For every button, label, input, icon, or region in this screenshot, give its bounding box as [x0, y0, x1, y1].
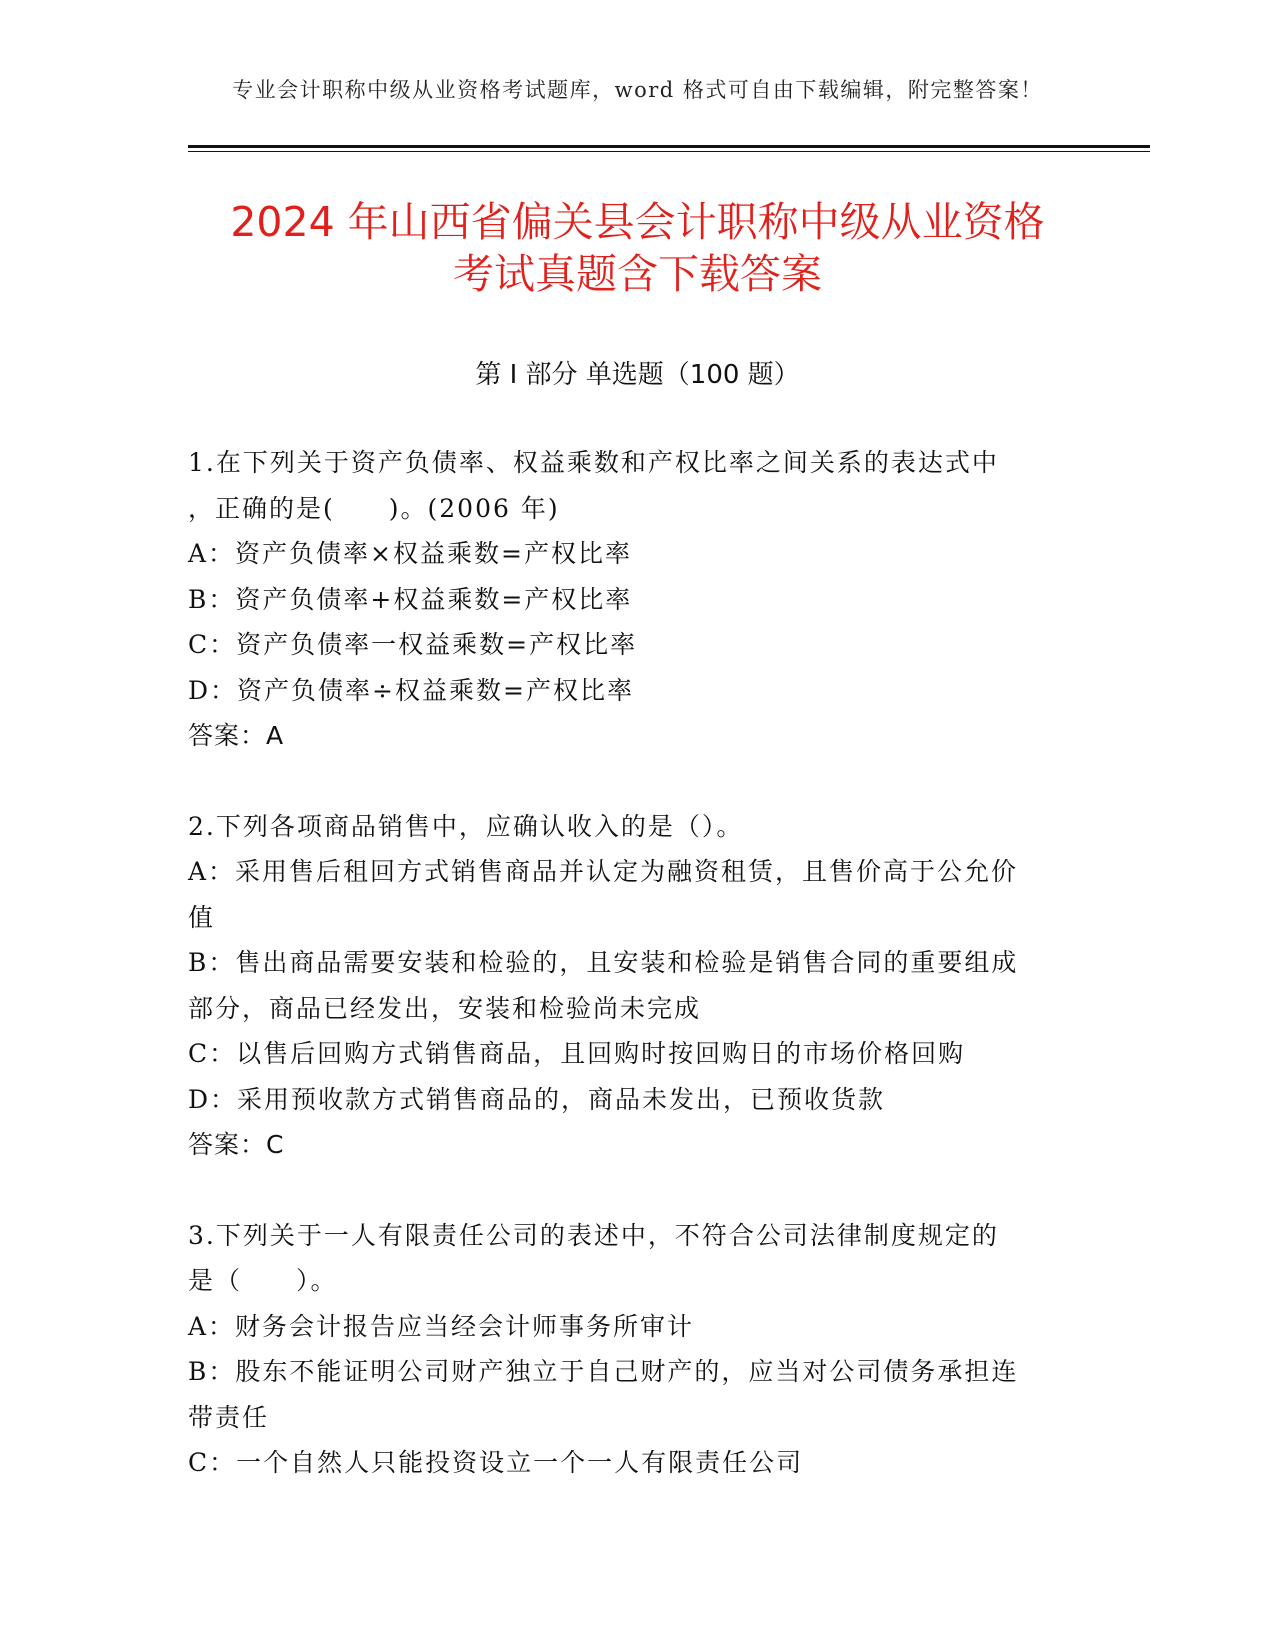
- question-text-line: B：资产负债率+权益乘数=产权比率: [188, 584, 633, 614]
- question-text-line: D：采用预收款方式销售商品的，商品未发出，已预收货款: [188, 1084, 886, 1114]
- header-note: 专业会计职称中级从业资格考试题库，word 格式可自由下载编辑，附完整答案！: [232, 78, 1043, 102]
- question-text-line: D：资产负债率÷权益乘数=产权比率: [188, 675, 634, 705]
- document-title-line-2: 考试真题含下载答案: [453, 250, 822, 298]
- question-text-line: C：以售后回购方式销售商品，且回购时按回购日的市场价格回购: [188, 1039, 966, 1068]
- section-heading: 第 I 部分 单选题（100 题）: [475, 360, 800, 390]
- question-text-line: 是（ ）。: [188, 1266, 338, 1295]
- question-text-line: B：售出商品需要安装和检验的，且安装和检验是销售合同的重要组成: [188, 948, 1019, 977]
- header-divider-thin: [188, 151, 1150, 152]
- question-text-line: 2.下列各项商品销售中，应确认收入的是（）。: [188, 811, 744, 841]
- question-1: [188, 440, 1068, 759]
- question-text-line: 1.在下列关于资产负债率、权益乘数和产权比率之间关系的表达式中: [188, 448, 999, 477]
- question-text-line: A：财务会计报告应当经会计师事务所审计: [188, 1311, 695, 1341]
- question-2: [188, 804, 1068, 1168]
- question-text-line: C：一个自然人只能投资设立一个一人有限责任公司: [188, 1448, 804, 1477]
- question-text-line: C：资产负债率一权益乘数=产权比率: [188, 630, 638, 659]
- question-text-line: A：采用售后租回方式销售商品并认定为融资租赁，且售价高于公允价: [188, 857, 1019, 886]
- question-text-line: ，正确的是( )。(2006 年): [188, 493, 560, 523]
- question-list: [188, 440, 1068, 1531]
- question-text-line: B：股东不能证明公司财产独立于自己财产的，应当对公司债务承担连: [188, 1357, 1019, 1386]
- question-answer: 答案：A: [188, 721, 285, 750]
- document-title-line-1: 2024 年山西省偏关县会计职称中级从业资格: [230, 198, 1045, 246]
- question-text-line: A：资产负债率×权益乘数=产权比率: [188, 539, 632, 568]
- question-text-line: 值: [188, 902, 216, 932]
- header-divider-thick: [188, 145, 1150, 148]
- question-text-line: 3.下列关于一人有限责任公司的表述中，不符合公司法律制度规定的: [188, 1220, 999, 1250]
- document-title: [160, 196, 1115, 300]
- question-answer: 答案：C: [188, 1130, 285, 1159]
- question-3: [188, 1213, 1068, 1486]
- question-text-line: 带责任: [188, 1402, 270, 1432]
- question-text-line: 部分，商品已经发出，安装和检验尚未完成: [188, 993, 702, 1023]
